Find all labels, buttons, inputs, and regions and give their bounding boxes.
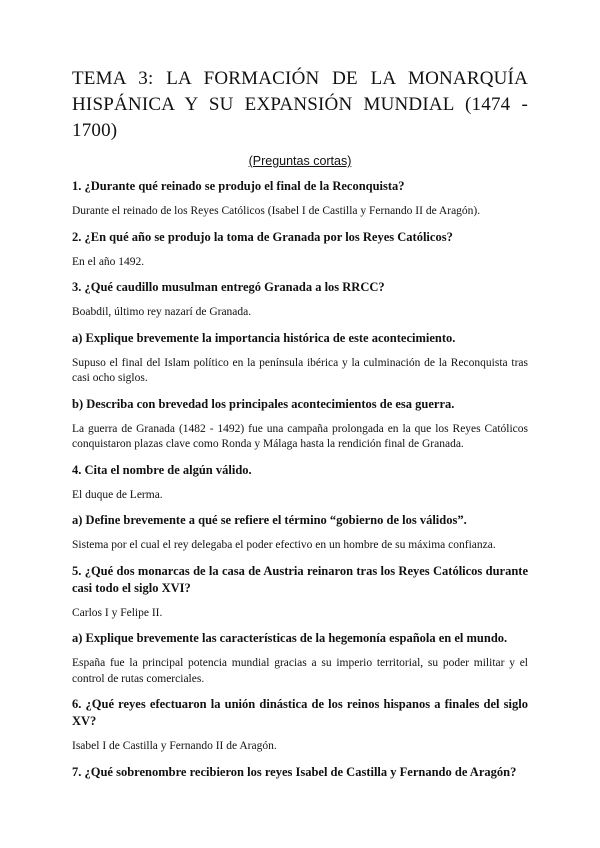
question-6: 6. ¿Qué reyes efectuaron la unión dinástica de los reinos hispanos a finales del siglo XV? <box>72 697 528 728</box>
question-5a: a) Explique brevemente las características de la hegemonía española en el mundo. <box>72 631 508 645</box>
question-3a: a) Explique brevemente la importancia histórica de este acontecimiento. <box>72 330 456 345</box>
answer-3: Boabdil, último rey nazarí de Granada. <box>72 306 252 318</box>
document-page <box>72 66 528 790</box>
answer-4: El duque de Lerma. <box>72 488 163 501</box>
answer-6: Isabel I de Castilla y Fernando II de Aragón. <box>72 740 277 752</box>
answer-5: Carlos I y Felipe II. <box>72 606 163 619</box>
question-4a: a) Define brevemente a qué se refiere el término “gobierno de los válidos”. <box>72 513 467 527</box>
question-2: 2. ¿En qué año se produjo la toma de Granada por los Reyes Católicos? <box>72 229 453 244</box>
question-1: 1. ¿Durante qué reinado se produjo el final de la Reconquista? <box>72 179 405 193</box>
answer-2: En el año 1492. <box>72 255 145 268</box>
page-title: TEMA 3: LA FORMACIÓN DE LA MONARQUÍA HISPÁNICA Y SU EXPANSIÓN MUNDIAL (1474 - 1700) <box>72 68 528 141</box>
question-4: 4. Cita el nombre de algún válido. <box>72 462 252 477</box>
page-subtitle: (Preguntas cortas) <box>248 154 352 168</box>
question-5: 5. ¿Qué dos monarcas de la casa de Austria reinaron tras los Reyes Católicos durante casi todo el siglo XVI? <box>72 563 528 595</box>
answer-4a: Sistema por el cual el rey delegaba el poder efectivo en un hombre de su máxima confianza. <box>72 539 496 551</box>
answer-1: Durante el reinado de los Reyes Católicos (Isabel I de Castilla y Fernando II de Aragón). <box>72 205 481 217</box>
question-3b: b) Describa con brevedad los principales acontecimientos de esa guerra. <box>72 396 455 411</box>
answer-3a: Supuso el final del Islam político en la península ibérica y la culminación de la Reconquista tras casi ocho siglos. <box>72 356 528 384</box>
question-7: 7. ¿Qué sobrenombre recibieron los reyes Isabel de Castilla y Fernando de Aragón? <box>72 764 517 779</box>
answer-5a: España fue la principal potencia mundial gracias a su imperio territorial, su poder militar y el control de rutas comerciales. <box>72 657 528 685</box>
answer-3b: La guerra de Granada (1482 - 1492) fue una campaña prolongada en la que los Reyes Católicos conquistaron plazas clave como Ronda y Málaga hasta la rendición final de Granada. <box>72 422 528 450</box>
question-3: 3. ¿Qué caudillo musulman entregó Granada a los RRCC? <box>72 280 385 294</box>
